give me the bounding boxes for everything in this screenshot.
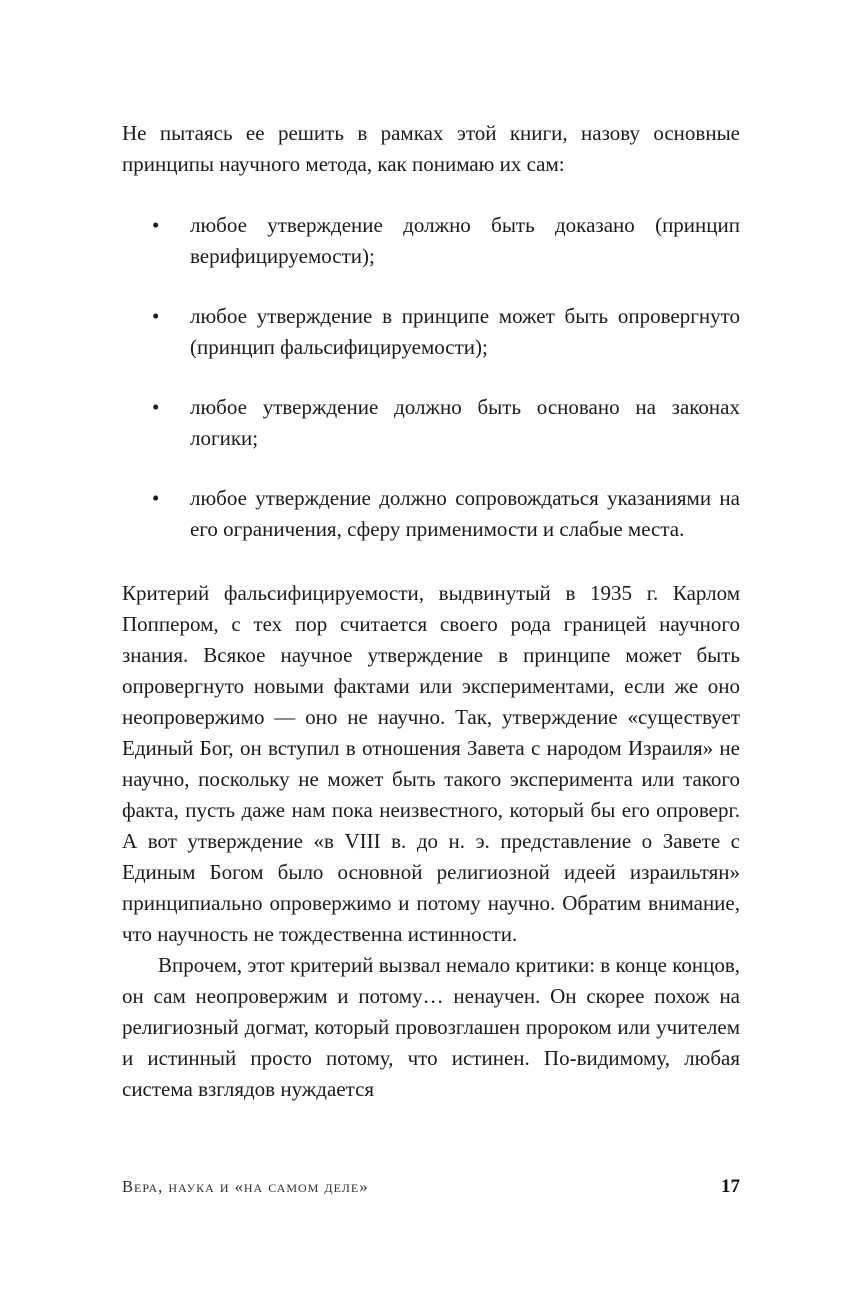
bullet-list	[122, 210, 740, 545]
bullet-text: любое утверждение должно сопровождаться указаниями на его ограничения, сферу применимости и слабые места.	[190, 486, 740, 541]
running-title: Вера, наука и «на самом деле»	[122, 1177, 369, 1196]
body-text	[122, 578, 740, 1105]
bullet-marker-icon: •	[152, 304, 160, 328]
bullet-text: любое утверждение должно быть доказано (принцип верифицируемости);	[190, 213, 740, 268]
intro-paragraph: Не пытаясь ее решить в рамках этой книги, назову основные принципы научного метода, как понимаю их сам:	[122, 121, 740, 176]
bullet-item	[122, 392, 740, 454]
bullet-item	[122, 301, 740, 363]
text-column	[122, 118, 740, 1105]
bullet-marker-icon: •	[152, 486, 160, 510]
bullet-item	[122, 483, 740, 545]
page-number: 17	[721, 1176, 740, 1197]
bullet-text: любое утверждение должно быть основано на законах логики;	[190, 395, 740, 450]
body-paragraph: Критерий фальсифицируемости, выдвинутый в 1935 г. Карлом Поппером, с тех пор считается своего рода границей научного знания. Всякое научное утверждение в принципе может быть опровергнуто новыми фактами или экспериментами, если же оно неопровержимо — оно не научно. Так, утверждение «существует Единый Бог, он вступил в отношения Завета с народом Израиля» не научно, поскольку не может быть такого эксперимента или такого факта, пусть даже нам пока неизвестного, который бы его опроверг. А вот утверждение «в VIII в. до н. э. представление о Завете с Единым Богом было основной религиозной идеей израильтян» принципиально опровержимо и потому научно. Обратим внимание, что научность не тождественна истинности.	[122, 581, 740, 946]
bullet-item	[122, 210, 740, 272]
body-paragraph: Впрочем, этот критерий вызвал немало критики: в конце концов, он сам неопровержим и потому… ненаучен. Он скорее похож на религиозный догмат, который провозглашен пророком или учителем и истинный просто потому, что истинен. По-видимому, любая система взглядов нуждается	[122, 953, 740, 1101]
page-footer	[122, 1176, 740, 1198]
bullet-text: любое утверждение в принципе может быть опровергнуто (принцип фальсифицируемости);	[190, 304, 740, 359]
bullet-marker-icon: •	[152, 395, 160, 419]
bullet-marker-icon: •	[152, 213, 160, 237]
